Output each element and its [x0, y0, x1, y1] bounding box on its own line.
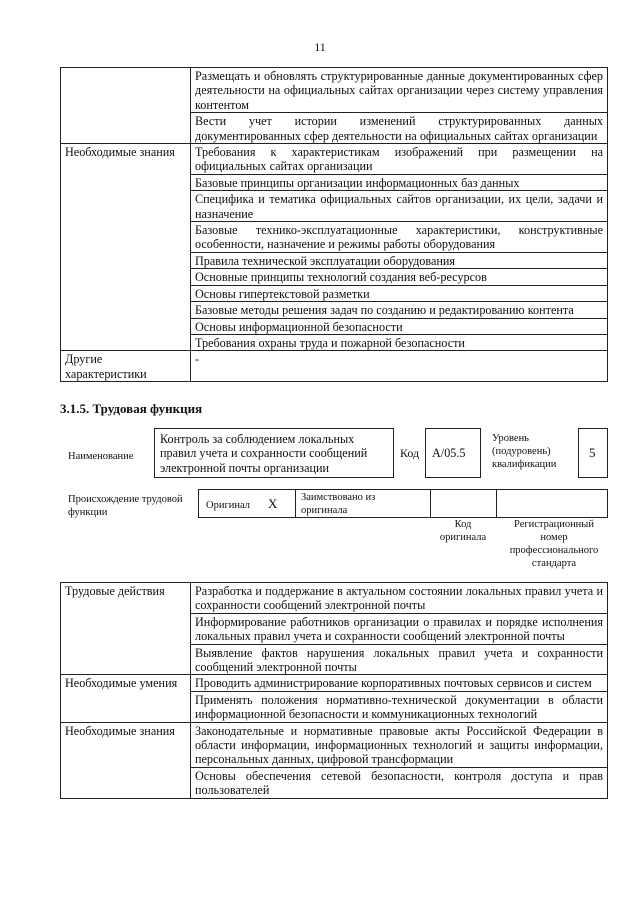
table-cell: -	[191, 351, 608, 382]
table-cell: Вести учет истории изменений структурированных данных документированных сфер деятельности на официальных сайтах организации	[191, 113, 608, 144]
table-row	[61, 144, 608, 175]
table-cell: Размещать и обновлять структурированные данные документированных сфер деятельности на официальных сайтах организации через систему управления контентом	[191, 68, 608, 113]
table-cell: Правила технической эксплуатации оборудования	[191, 252, 608, 268]
table-cell: Специфика и тематика официальных сайтов организации, их цели, задачи и назначение	[191, 191, 608, 222]
reg-number-caption: Регистрационный номер профессионального стандарта	[509, 519, 599, 569]
table-cell: Разработка и поддержание в актуальном состоянии локальных правил учета и сохранности сообщений электронной почты	[191, 583, 608, 614]
table-row	[61, 675, 608, 691]
table-cell: Проводить администрирование корпоративных почтовых сервисов и систем	[191, 675, 608, 691]
divider	[430, 489, 431, 518]
table-row	[61, 583, 608, 614]
original-label: Оригинал	[206, 500, 250, 511]
row-label: Другие характеристики	[61, 351, 191, 382]
level-value: 5	[589, 445, 596, 460]
row-label: Необходимые знания	[61, 144, 191, 351]
original-mark: X	[268, 496, 278, 511]
level-box	[578, 428, 608, 478]
row-label: Необходимые умения	[61, 675, 191, 722]
page-number: 11	[314, 40, 326, 54]
origin-label: Происхождение трудовой функции	[68, 494, 183, 518]
table-cell: Информирование работников организации о правилах и порядке исполнения локальных правил учета и сохранности сообщений электронной почты	[191, 613, 608, 644]
code-box	[425, 428, 481, 478]
table-row	[61, 351, 608, 382]
level-label: Уровень (подуровень) квалификации	[492, 433, 557, 470]
row-label	[61, 68, 191, 144]
table-cell: Требования к характеристикам изображений при размещении на официальных сайтах организации	[191, 144, 608, 175]
section-heading: 3.1.5. Трудовая функция	[60, 401, 203, 416]
labor-function-table	[60, 582, 608, 799]
table-cell: Применять положения нормативно-технической документации в области информационной безопасности и коммуникационных технологий	[191, 691, 608, 722]
code-value: A/05.5	[432, 446, 466, 460]
table-cell: Основы гипертекстовой разметки	[191, 285, 608, 301]
table-cell: Основы информационной безопасности	[191, 318, 608, 334]
name-label: Наименование	[68, 451, 134, 462]
table-cell: Требования охраны труда и пожарной безопасности	[191, 334, 608, 350]
knowledge-table	[60, 67, 608, 382]
table-cell: Законодательные и нормативные правовые акты Российской Федерации в области информации, информационных технологий и защиты информации, персональных данных, цифровой трансформации	[191, 722, 608, 767]
code-label: Код	[400, 446, 420, 460]
borrowed-label: Заимствовано из оригинала	[301, 492, 376, 516]
divider	[295, 489, 296, 518]
table-cell: Основы обеспечения сетевой безопасности, контроля доступа и прав пользователей	[191, 767, 608, 798]
function-name: Контроль за соблюдением локальных правил учета и сохранности сообщений электронной почты организации	[160, 432, 368, 475]
table-cell: Базовые принципы организации информационных баз данных	[191, 174, 608, 190]
table-cell: Базовые методы решения задач по созданию и редактированию контента	[191, 302, 608, 318]
table-row	[61, 68, 608, 113]
table-cell: Базовые технико-эксплуатационные характеристики, конструктивные особенности, назначение и режимы работы оборудования	[191, 222, 608, 253]
function-name-box	[154, 428, 394, 478]
row-label: Необходимые знания	[61, 722, 191, 798]
table-cell: Выявление фактов нарушения локальных правил учета и сохранности сообщений электронной почты	[191, 644, 608, 675]
table-cell: Основные принципы технологий создания веб-ресурсов	[191, 269, 608, 285]
row-label: Трудовые действия	[61, 583, 191, 675]
table-row	[61, 722, 608, 767]
divider	[496, 489, 497, 518]
origin-code-caption: Код оригинала	[439, 519, 487, 543]
